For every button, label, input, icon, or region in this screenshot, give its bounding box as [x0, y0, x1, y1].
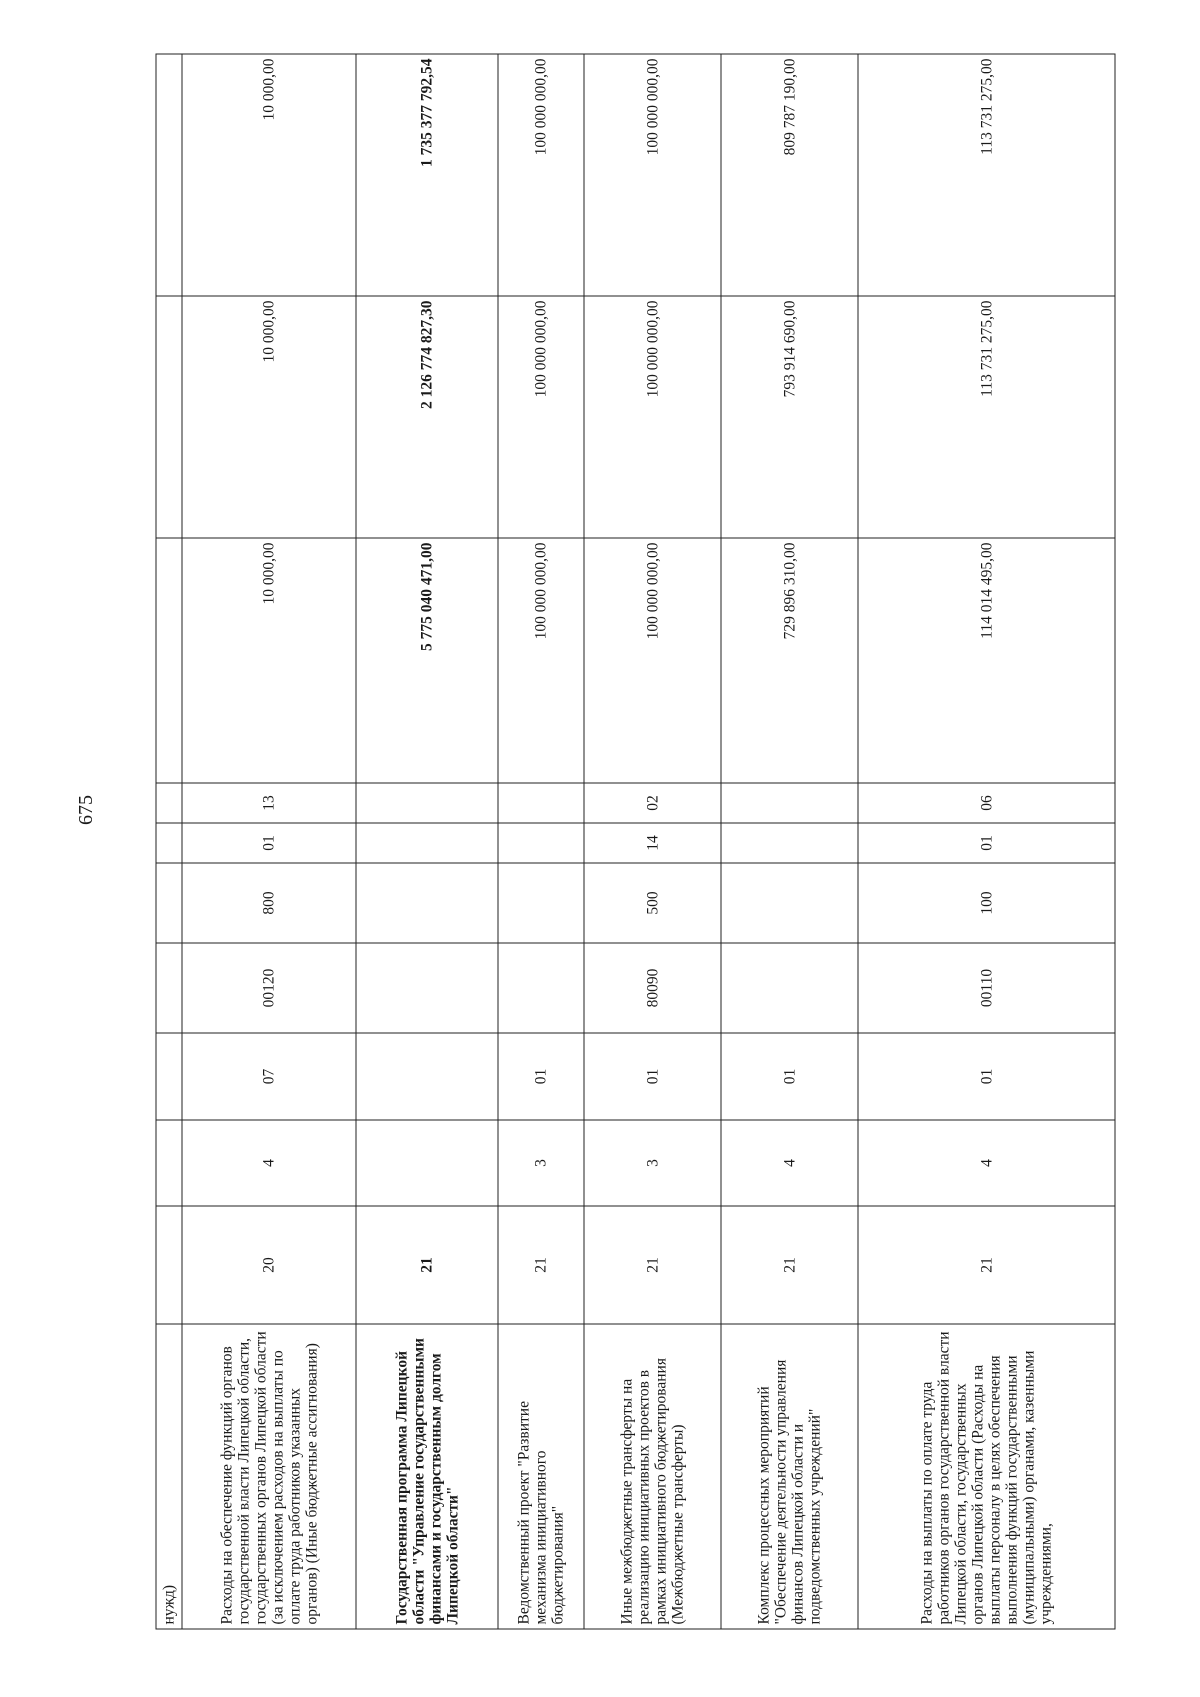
gp-cell: 21	[858, 1206, 1115, 1324]
sum2-cell: 113 731 275,00	[858, 296, 1115, 538]
sum2-cell: 2 126 774 827,30	[355, 296, 498, 538]
sp-cell: 4	[721, 1120, 858, 1206]
sum1-cell: 100 000 000,00	[584, 538, 721, 783]
sum1-cell: 100 000 000,00	[498, 538, 584, 783]
budget-table-rotated	[155, 55, 1115, 1630]
gp-cell: 21	[498, 1206, 584, 1324]
budget-table	[155, 54, 1115, 1630]
rz-cell	[355, 823, 498, 863]
sum3-cell: 1 735 377 792,54	[355, 54, 498, 296]
page-number: 675	[74, 795, 97, 825]
rz-cell	[498, 823, 584, 863]
sub-cell: 07	[182, 1033, 356, 1120]
sum3-cell: 10 000,00	[182, 54, 356, 296]
sub-cell: 01	[858, 1033, 1115, 1120]
sum2-cell: 100 000 000,00	[584, 296, 721, 538]
sum1-cell: 114 014 495,00	[858, 538, 1115, 783]
sum3-cell: 100 000 000,00	[498, 54, 584, 296]
pr-cell	[498, 783, 584, 823]
gp-cell: 21	[355, 1206, 498, 1324]
sub-cell: 01	[498, 1033, 584, 1120]
dir-cell	[498, 943, 584, 1033]
rz-cell	[721, 823, 858, 863]
rz-cell: 01	[858, 823, 1115, 863]
sub-cell: 01	[721, 1033, 858, 1120]
vr-cell	[498, 863, 584, 943]
vr-cell: 500	[584, 863, 721, 943]
sum2-cell: 100 000 000,00	[498, 296, 584, 538]
table-row	[355, 54, 498, 1629]
sp-cell: 4	[182, 1120, 356, 1206]
sum1-cell: 5 775 040 471,00	[355, 538, 498, 783]
rz-cell: 14	[584, 823, 721, 863]
sub-cell	[355, 1033, 498, 1120]
sum1-cell: 729 896 310,00	[721, 538, 858, 783]
pr-cell: 13	[182, 783, 356, 823]
desc-cell: Государственная программа Липецкой области "Управление государственными финансами и государственным долгом Липецкой области"	[355, 1324, 498, 1629]
sp-cell	[355, 1120, 498, 1206]
sp-cell: 3	[584, 1120, 721, 1206]
dir-cell	[355, 943, 498, 1033]
desc-cell: нужд)	[156, 1324, 182, 1629]
sum3-cell: 809 787 190,00	[721, 54, 858, 296]
pr-cell	[721, 783, 858, 823]
dir-cell: 00120	[182, 943, 356, 1033]
vr-cell	[721, 863, 858, 943]
table-row	[858, 54, 1115, 1629]
pr-cell: 06	[858, 783, 1115, 823]
table-row	[498, 54, 584, 1629]
sum2-cell: 793 914 690,00	[721, 296, 858, 538]
desc-cell: Комплекс процессных мероприятий "Обеспечение деятельности управления финансов Липецкой области и подведомственных учреждений"	[721, 1324, 858, 1629]
sum2-cell: 10 000,00	[182, 296, 356, 538]
gp-cell: 21	[721, 1206, 858, 1324]
desc-cell: Расходы на обеспечение функций органов государственной власти Липецкой области, государственных органов Липецкой области (за исключением расходов на выплаты по оплате труда работников указанных органов) (Иные бюджетные ассигнования)	[182, 1324, 356, 1629]
pr-cell: 02	[584, 783, 721, 823]
desc-cell: Расходы на выплаты по оплате труда работников органов государственной власти Липецкой области, государственных органов Липецкой области (Расходы на выплаты персоналу в целях обеспечения выполнения функций государственными (муниципальными) органами, казенными учреждениями,	[858, 1324, 1115, 1629]
dir-cell	[721, 943, 858, 1033]
rz-cell: 01	[182, 823, 356, 863]
table-row	[584, 54, 721, 1629]
table-row	[182, 54, 356, 1629]
table-row	[721, 54, 858, 1629]
dir-cell: 80090	[584, 943, 721, 1033]
sum3-cell: 113 731 275,00	[858, 54, 1115, 296]
sp-cell: 4	[858, 1120, 1115, 1206]
gp-cell: 20	[182, 1206, 356, 1324]
table-row	[156, 54, 182, 1629]
sum1-cell: 10 000,00	[182, 538, 356, 783]
desc-cell: Ведомственный проект "Развитие механизма инициативного бюджетирования"	[498, 1324, 584, 1629]
pr-cell	[355, 783, 498, 823]
sp-cell: 3	[498, 1120, 584, 1206]
vr-cell	[355, 863, 498, 943]
gp-cell: 21	[584, 1206, 721, 1324]
vr-cell: 800	[182, 863, 356, 943]
vr-cell: 100	[858, 863, 1115, 943]
desc-cell: Иные межбюджетные трансферты на реализацию инициативных проектов в рамках инициативного бюджетирования (Межбюджетные трансферты)	[584, 1324, 721, 1629]
dir-cell: 00110	[858, 943, 1115, 1033]
sub-cell: 01	[584, 1033, 721, 1120]
sum3-cell: 100 000 000,00	[584, 54, 721, 296]
